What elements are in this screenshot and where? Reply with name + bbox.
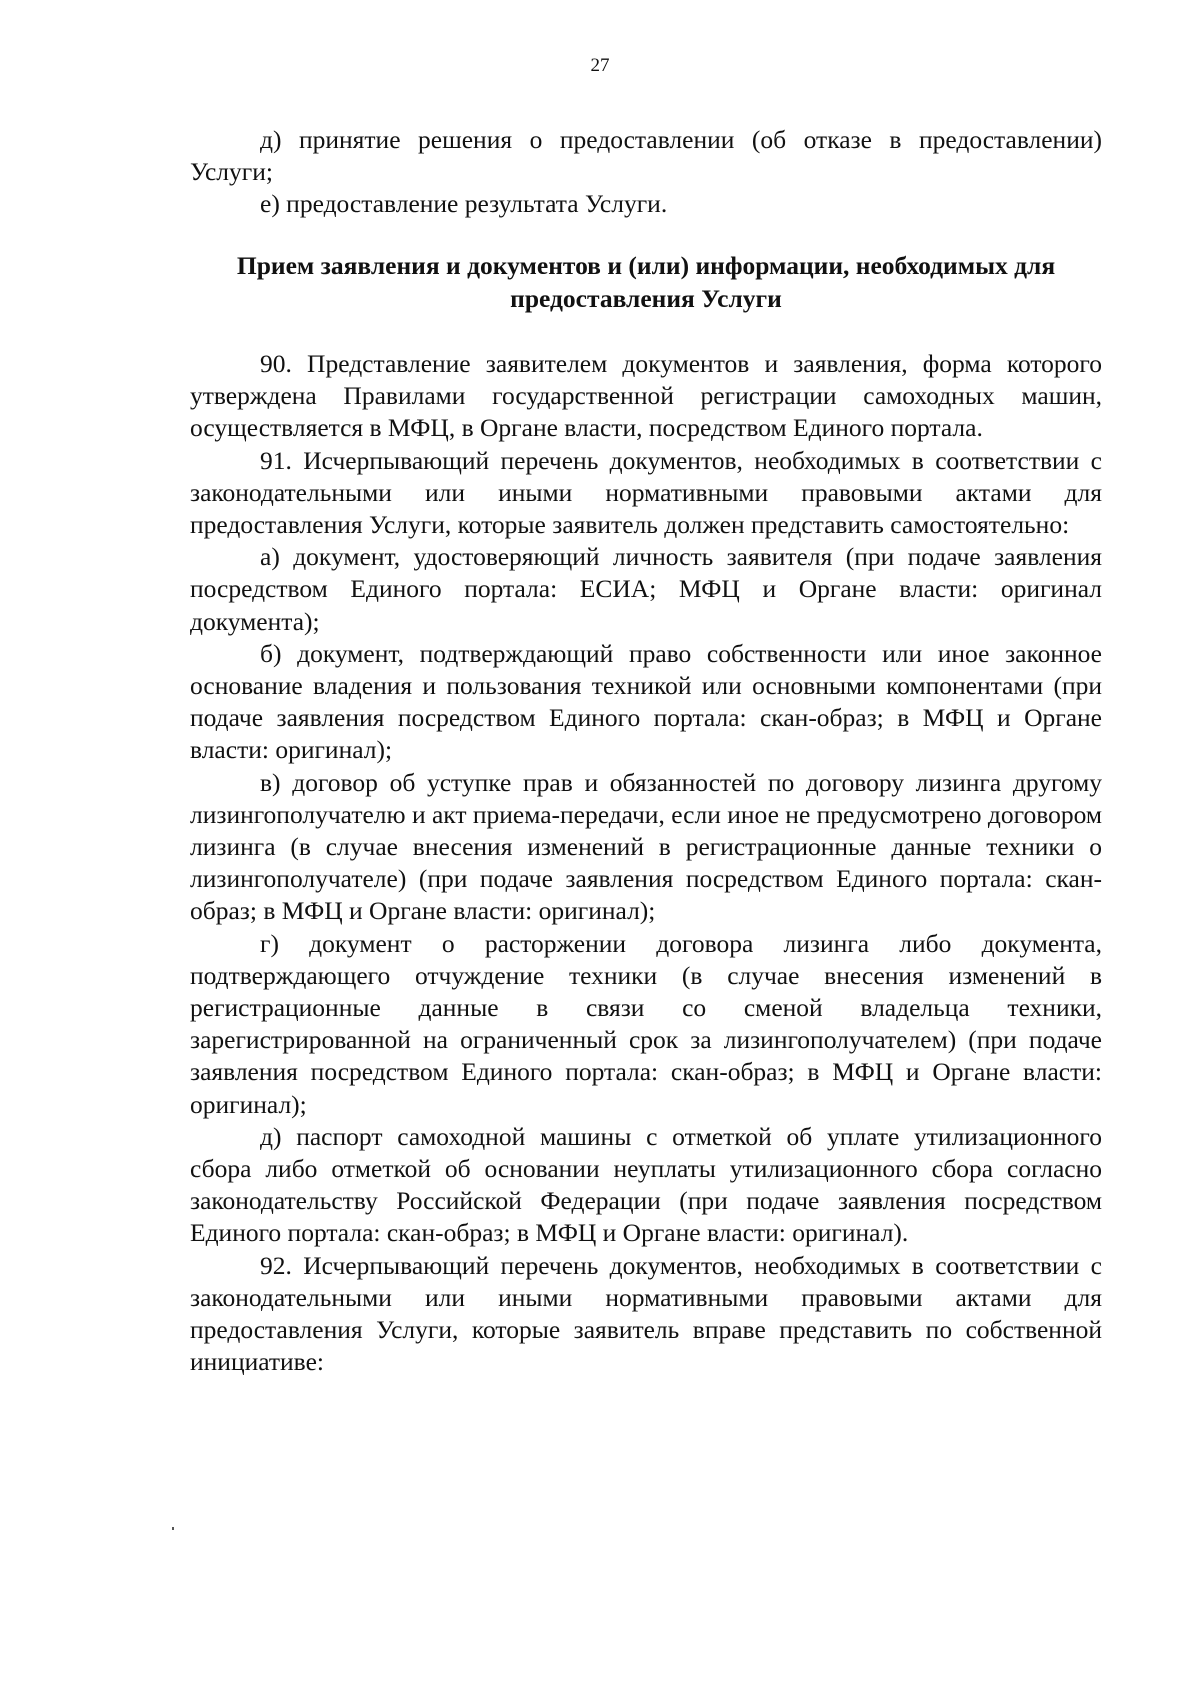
section-heading: Прием заявления и документов и (или) информации, необходимых для предоставления Услуги <box>236 251 1056 313</box>
paragraph-91-item-g: г) документ о расторжении договора лизинга либо документа, подтверждающего отчуждение техники (в случае внесения изменений в регистрационные данные в связи со сменой владельца техники, зарегистрированной на ограниченный срок за лизингополучателем) (при подаче заявления посредством Единого портала: скан-образ; в МФЦ и Органе власти: оригинал); <box>190 928 1102 1119</box>
paragraph-92: 92. Исчерпывающий перечень документов, необходимых в соответствии с законодательными или иными нормативными правовыми актами для предоставления Услуги, которые заявитель вправе представить по собственной инициативе: <box>190 1250 1102 1377</box>
list-item-d: д) принятие решения о предоставлении (об отказе в предоставлении) Услуги; <box>190 125 1102 187</box>
document-body <box>190 348 1102 1379</box>
intro-items <box>190 124 1102 221</box>
paragraph-91-item-b: б) документ, подтверждающий право собственности или иное законное основание владения и пользования техникой или основными компонентами (при подаче заявления посредством Единого портала: скан-образ; в МФЦ и Органе власти: оригинал); <box>190 638 1102 765</box>
paragraph-90: 90. Представление заявителем документов и заявления, форма которого утверждена Правилами государственной регистрации самоходных машин, осуществляется в МФЦ, в Органе власти, посредством Единого портала. <box>190 349 1102 443</box>
paragraph-91-item-v: в) договор об уступке прав и обязанностей по договору лизинга другому лизингополучателю и акт приема-передачи, если иное не предусмотрено договором лизинга (в случае внесения изменений в регистрационные данные техники о лизингополучателе) (при подаче заявления посредством Единого портала: скан-образ; в МФЦ и Органе власти: оригинал); <box>190 767 1102 926</box>
scan-mark <box>172 1527 174 1530</box>
page-number: 27 <box>590 55 610 76</box>
paragraph-91-item-a: а) документ, удостоверяющий личность заявителя (при подаче заявления посредством Единого портала: ЕСИА; МФЦ и Органе власти: оригинал документа); <box>190 542 1102 636</box>
paragraph-91: 91. Исчерпывающий перечень документов, необходимых в соответствии с законодательными или иными нормативными правовыми актами для предоставления Услуги, которые заявитель должен представить самостоятельно: <box>190 445 1102 540</box>
list-item-e: е) предоставление результата Услуги. <box>260 189 668 219</box>
paragraph-91-item-d: д) паспорт самоходной машины с отметкой об уплате утилизационного сбора либо отметкой об основании неуплаты утилизационного сбора согласно законодательству Российской Федерации (при подаче заявления посредством Единого портала: скан-образ; в МФЦ и Органе власти: оригинал). <box>190 1121 1102 1248</box>
